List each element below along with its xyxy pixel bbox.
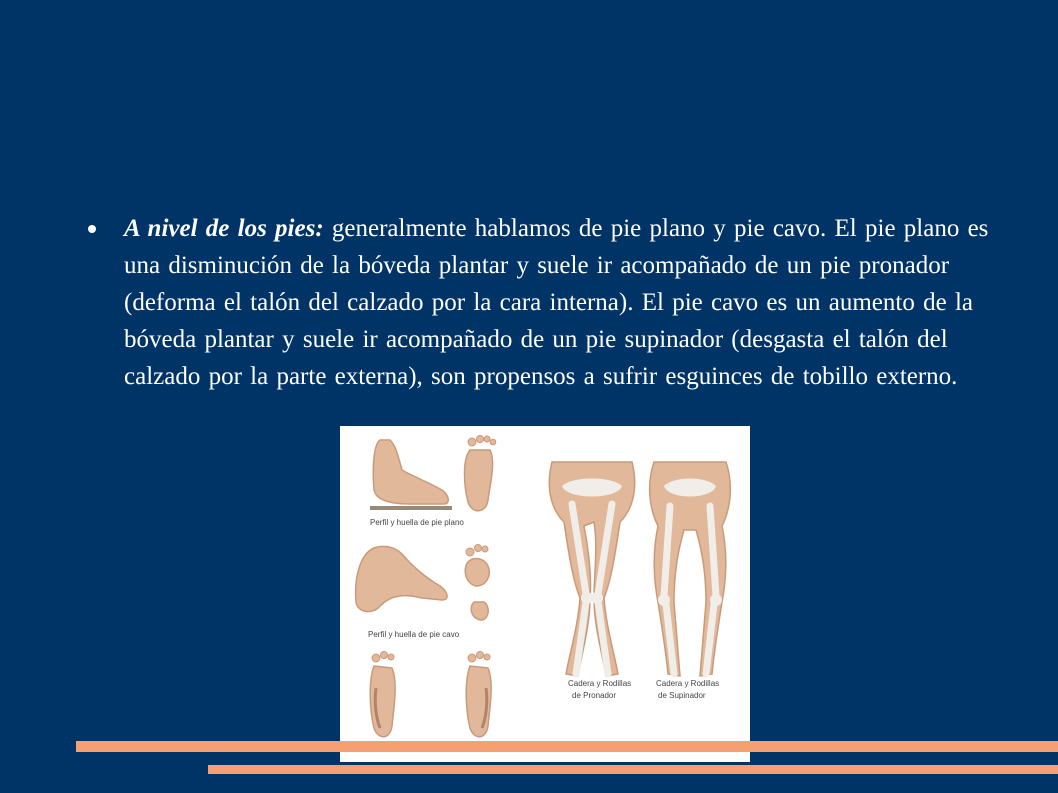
decorative-bar-top	[76, 741, 1058, 752]
bullet-text	[124, 210, 1008, 395]
bullet-dot-icon	[88, 225, 96, 233]
foot-types-illustration	[340, 426, 750, 762]
bullet-lead: A nivel de los pies:	[124, 215, 324, 242]
cavus-foot-print	[465, 545, 489, 621]
foot-types-svg	[340, 426, 750, 762]
bullet-item	[88, 210, 1008, 395]
caption-flat-foot: Perfil y huella de pie plano	[370, 518, 464, 527]
caption-pronator-legs-line1: Cadera y Rodillas	[568, 679, 632, 688]
caption-supinator-legs-line1: Cadera y Rodillas	[656, 679, 720, 688]
caption-cavus-foot: Perfil y huella de pie cavo	[368, 630, 460, 639]
bullet-body: generalmente hablamos de pie plano y pie cavo. El pie plano es una disminución de la bóveda plantar y suele ir acompañado de un pie pronador (deforma el talón del calzado por la cara interna). El pie cavo es un aumento de la bóveda plantar y suele ir acompañado de un pie supinador (desgasta el talón del calzado por la parte externa), son propensos a sufrir esguinces de tobillo externo.	[124, 215, 989, 390]
decorative-bar-bottom	[208, 765, 1058, 774]
pronator-legs	[549, 462, 634, 676]
pronator-foot-print	[466, 652, 491, 737]
caption-pronator-legs-line2: de Pronador	[572, 691, 617, 700]
supinator-legs	[650, 462, 731, 676]
flat-foot-print	[465, 436, 496, 511]
caption-supinator-legs-line2: de Supinador	[658, 691, 706, 700]
flat-foot-profile	[370, 440, 452, 510]
cavus-foot-profile	[356, 546, 447, 611]
supinator-foot-print	[370, 652, 395, 737]
